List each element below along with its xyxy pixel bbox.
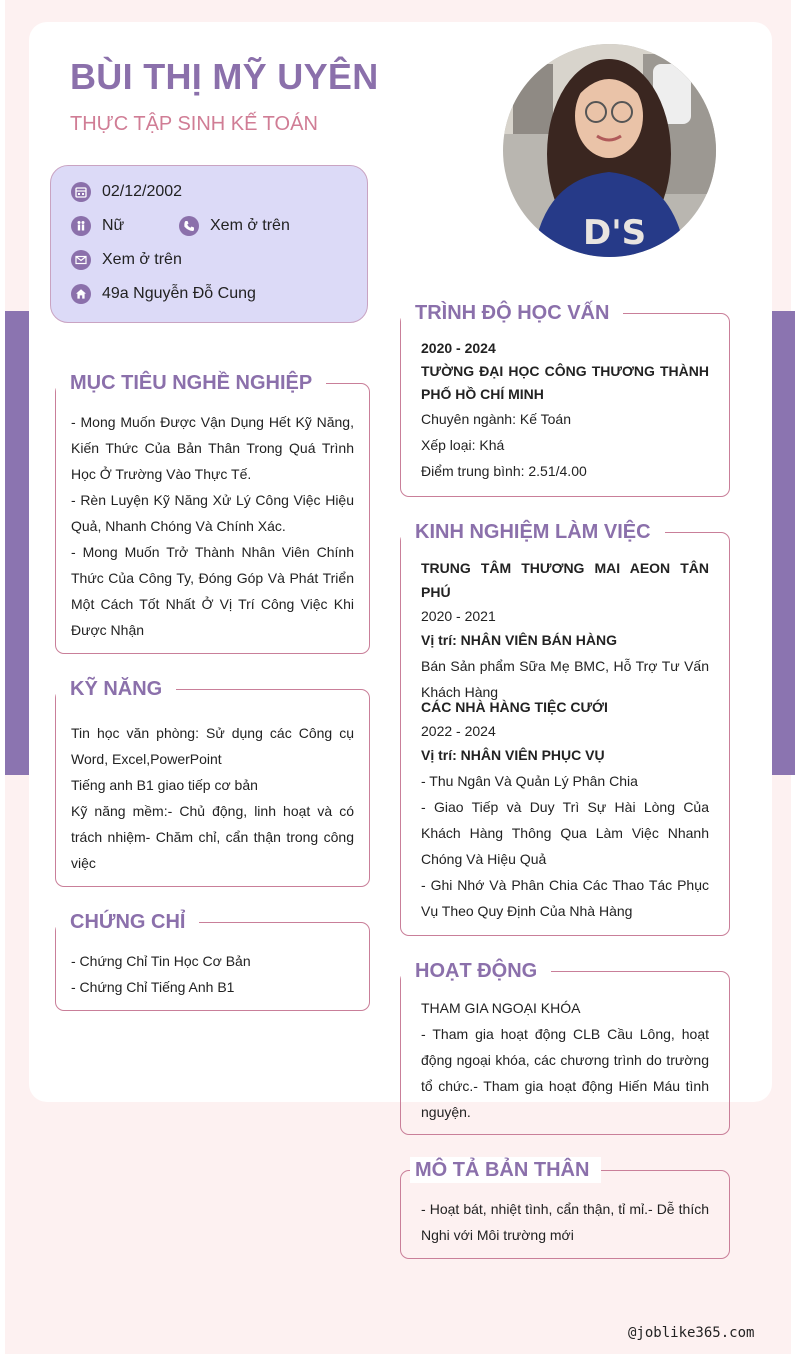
education-major: Chuyên ngành: Kế Toán [421,411,571,427]
skills-text [71,720,354,876]
calendar-icon [71,182,91,202]
svg-text:D'S: D'S [583,213,647,253]
left-accent-bar [5,311,29,775]
job-period: 2020 - 2021 [421,608,496,624]
certificate-line: - Chứng Chỉ Tin Học Cơ Bản [71,953,251,969]
job-detail: - Ghi Nhớ Và Phân Chia Các Thao Tác Phục Vụ Theo Quy Định Của Nhà Hàng [421,877,709,919]
job-company: TRUNG TÂM THƯƠNG MAI AEON TÂN PHÚ [421,560,709,600]
certificates-text [71,948,354,1000]
experience-job-1 [421,556,709,705]
phone-text: Xem ở trên [210,217,290,234]
footer-watermark: @joblike365.com [628,1325,755,1341]
education-period: 2020 - 2024 [421,340,496,356]
avatar-photo [503,44,716,257]
contact-phone [179,216,290,236]
gender-icon [71,216,91,236]
skills-title: KỸ NĂNG [56,676,176,702]
certificate-line: - Chứng Chỉ Tiếng Anh B1 [71,979,235,995]
career-goal-text [71,409,354,643]
job-detail: Bán Sản phẩm Sữa Mẹ BMC, Hỗ Trợ Tư Vấn Khách Hàng [421,658,709,700]
activities-title: HOẠT ĐỘNG [401,958,551,984]
job-detail: - Giao Tiếp và Duy Trì Sự Hài Lòng Của Khách Hàng Thông Qua Làm Việc Nhanh Chóng Và Hiệu Quả [421,799,709,867]
job-detail: - Thu Ngân Và Quản Lý Phân Chia [421,773,638,789]
activities-text [421,995,709,1125]
certificates-title: CHỨNG CHỈ [56,909,199,935]
experience-title: KINH NGHIỆM LÀM VIỆC [401,519,665,545]
education-title: TRÌNH ĐỘ HỌC VẤN [401,300,623,326]
about-description: - Hoạt bát, nhiệt tình, cẩn thận, tỉ mỉ.- Dễ thích Nghi với Môi trường mới [421,1201,709,1243]
education-rank: Xếp loại: Khá [421,437,505,453]
career-goal-line: - Rèn Luyện Kỹ Năng Xử Lý Công Việc Hiệu Quả, Nhanh Chóng Và Chính Xác. [71,492,354,534]
job-company: CÁC NHÀ HÀNG TIỆC CƯỚI [421,699,608,715]
career-goal-line: - Mong Muốn Trở Thành Nhân Viên Chính Thức Của Công Ty, Đóng Góp Và Phát Triển Một Cách Tốt Nhất Ở Vị Trí Công Việc Khi Được Nhận [71,544,354,638]
education-gpa: Điểm trung bình: 2.51/4.00 [421,463,587,479]
about-title: MÔ TẢ BẢN THÂN [410,1157,601,1183]
contact-address [71,284,256,304]
job-period: 2022 - 2024 [421,723,496,739]
job-title: THỰC TẬP SINH KẾ TOÁN [70,113,318,135]
address-text: 49a Nguyễn Đỗ Cung [102,285,256,302]
education-text [421,337,709,484]
job-position: Vị trí: NHÂN VIÊN BÁN HÀNG [421,632,618,648]
contact-gender [71,216,124,236]
gender-text: Nữ [102,217,125,234]
phone-icon [179,216,199,236]
activities-description: - Tham gia hoạt động CLB Cầu Lông, hoạt động ngoại khóa, các chương trình do trường tổ chức.- Tham gia hoạt động Hiến Máu tình nguyện. [421,1026,709,1120]
birthday-text: 02/12/2002 [102,183,183,200]
skills-line: Tiếng anh B1 giao tiếp cơ bản [71,777,258,793]
candidate-name: BÙI THỊ MỸ UYÊN [70,56,379,97]
email-text: Xem ở trên [102,251,182,268]
mail-icon [71,250,91,270]
job-position: Vị trí: NHÂN VIÊN PHỤC VỤ [421,747,605,763]
about-text [421,1196,709,1248]
activities-heading: THAM GIA NGOẠI KHÓA [421,1000,581,1016]
education-school: TƯỜNG ĐẠI HỌC CÔNG THƯƠNG THÀNH PHỐ HỒ CHÍ MINH [421,363,709,402]
avatar [503,44,716,257]
contact-email [71,250,182,270]
contact-birthday [71,182,182,202]
skills-line: Kỹ năng mềm:- Chủ động, linh hoạt và có trách nhiệm- Chăm chỉ, cẩn thận trong công việc [71,803,354,871]
right-accent-bar [772,311,795,775]
career-goal-title: MỤC TIÊU NGHỀ NGHIỆP [56,370,326,396]
career-goal-line: - Mong Muốn Được Vận Dụng Hết Kỹ Năng, Kiến Thức Của Bản Thân Trong Quá Trình Học Ở Trường Vào Thực Tế. [71,414,354,482]
skills-line: Tin học văn phòng: Sử dụng các Công cụ Word, Excel,PowerPoint [71,725,354,767]
experience-job-2 [421,695,709,924]
home-icon [71,284,91,304]
